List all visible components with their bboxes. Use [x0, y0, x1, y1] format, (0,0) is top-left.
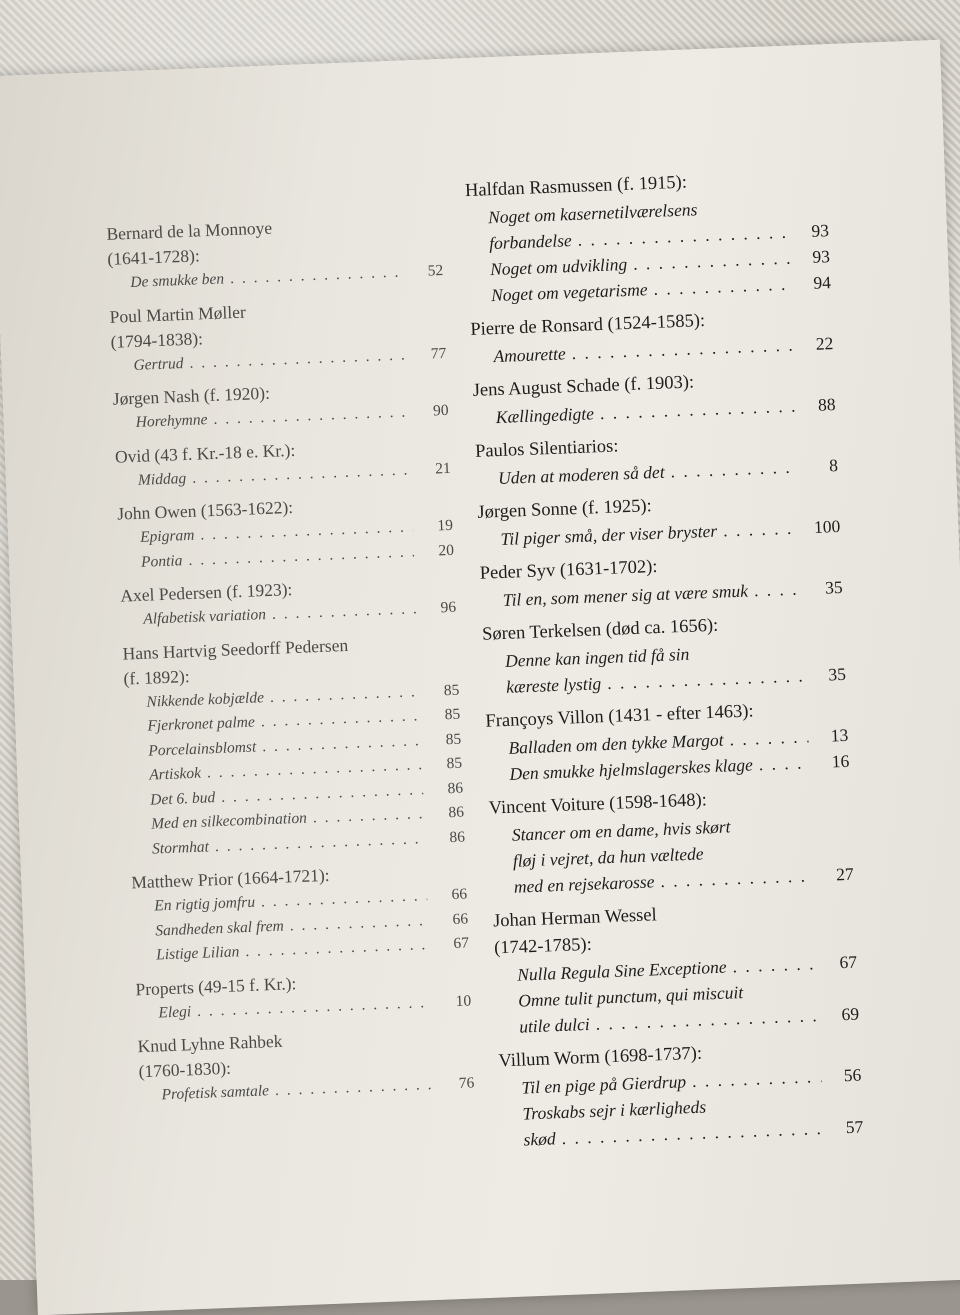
page-number: 94 [813, 272, 832, 293]
poem-title: skød [523, 1128, 556, 1150]
poem-title: En rigtig jomfru [153, 893, 256, 915]
poem-title: Det 6. bud [149, 788, 216, 809]
dot-leader [753, 575, 803, 603]
author-block [131, 858, 470, 969]
poem-title: Uden at moderen så det [497, 461, 665, 489]
page-number: 100 [813, 515, 841, 537]
author-name: Françoys Villon (1431 - efter 1463): [485, 701, 754, 732]
author-name: Properts (49-15 f. Kr.): [135, 972, 297, 999]
dot-leader [729, 723, 809, 752]
author-name: Ovid (43 f. Kr.-18 e. Kr.): [114, 439, 296, 467]
author-block [493, 895, 860, 1041]
dot-leader [653, 271, 791, 302]
poem-title-line: fløj i vejret, da hun væltede [512, 843, 704, 871]
poem-title: Listige Lilian [155, 943, 240, 964]
dot-leader [660, 862, 814, 894]
poem-title: Elegi [158, 1002, 192, 1021]
page-number: 93 [812, 246, 831, 267]
author-block [122, 628, 465, 862]
index-column-right [465, 164, 865, 1161]
page-number: 66 [451, 885, 468, 904]
poem-title: Alfabetisk variation [142, 606, 267, 628]
poem-title: forbandelse [488, 230, 573, 254]
poem-title: Til piger små, der viser bryster [500, 520, 718, 549]
author-block [488, 782, 854, 901]
author-name: Jens August Schade (f. 1903): [472, 372, 695, 401]
page-number: 86 [449, 828, 466, 846]
page-number: 85 [445, 730, 462, 748]
author-block [465, 164, 832, 309]
author-block [109, 291, 447, 378]
dot-leader [723, 514, 801, 543]
author-name: Halfdan Rasmussen (f. 1915): [464, 172, 688, 202]
page-number: 22 [815, 333, 834, 354]
poem-title: Den smukke hjelmslagerskes klage [509, 754, 754, 784]
poem-title: Noget om udvikling [489, 253, 628, 280]
author-block [112, 374, 449, 436]
author-block [117, 489, 455, 576]
page-number: 67 [453, 934, 470, 953]
page-number: 13 [830, 724, 849, 746]
author-block [485, 695, 850, 788]
author-block [135, 964, 472, 1026]
poem-title: Gertrud [133, 354, 184, 374]
dot-leader [230, 261, 404, 292]
poem-title: Amourette [493, 343, 567, 367]
page-number: 57 [845, 1116, 864, 1138]
poem-title-line: Troskabs sejr i kærligheds [522, 1096, 707, 1124]
author-name: Villum Worm (1698-1737): [498, 1043, 703, 1072]
author-name: John Owen (1563-1622): [116, 496, 294, 524]
page-number: 52 [427, 262, 444, 280]
page-number: 85 [443, 681, 460, 699]
poem-title: kæreste lystig [505, 673, 602, 697]
poem-title: Til en, som mener sig at være smuk [502, 580, 749, 610]
page-number: 27 [835, 863, 854, 885]
author-name: Johan Herman Wessel [492, 905, 658, 932]
author-block [477, 486, 841, 553]
poem-title: Noget om vegetarisme [490, 279, 648, 306]
dot-leader [275, 1073, 435, 1104]
poem-title-line: Stancer om en dame, hvis skørt [511, 816, 731, 845]
page-number: 86 [447, 779, 464, 797]
poem-title: Nulla Regula Sine Exceptione [516, 956, 727, 985]
poem-title: Sandheden skal frem [154, 917, 285, 940]
poem-title: Horehymne [135, 411, 208, 431]
page-number: 8 [828, 454, 839, 476]
poem-title-line: Denne kan ingen tid få sin [504, 643, 690, 671]
author-block [475, 425, 839, 492]
poem-title: med en rejsekarosse [513, 871, 655, 897]
poem-title: Profetisk samtale [161, 1082, 270, 1104]
book-page [0, 40, 960, 1315]
page-number: 69 [841, 1003, 860, 1025]
poem-title-line: Omne tulit punctum, qui miscuit [517, 982, 744, 1011]
author-name: Poul Martin Møller [109, 301, 247, 327]
author-name: Paulos Silentiarios: [474, 436, 619, 462]
dot-leader [732, 950, 817, 979]
page-number: 77 [430, 344, 447, 363]
page-number: 16 [831, 750, 850, 772]
poem-title: Med en silkecombination [150, 809, 308, 833]
author-name: Hans Hartvig Seedorff Pedersen [122, 634, 349, 664]
poem-title: Artiskok [148, 764, 202, 784]
poem-title: Stormhat [151, 837, 210, 858]
page-number: 35 [824, 576, 843, 598]
page-number: 67 [839, 951, 858, 973]
author-dates: (1794-1838): [110, 327, 204, 352]
page-number: 56 [843, 1064, 862, 1086]
dot-leader [670, 454, 798, 485]
poem-title: Porcelainsblomst [148, 738, 257, 760]
page-number: 86 [448, 803, 465, 822]
poem-title: Til en pige på Gierdrup [521, 1071, 687, 1098]
author-block [137, 1021, 475, 1108]
page-number: 21 [434, 459, 452, 477]
poem-title: utile dulci [518, 1013, 591, 1037]
page-number: 90 [432, 401, 449, 420]
author-name: Matthew Prior (1664-1721): [131, 864, 330, 893]
page-number: 85 [444, 705, 461, 724]
author-name: Vincent Voiture (1598-1648): [488, 790, 708, 819]
author-name: Jørgen Sonne (f. 1925): [477, 496, 653, 523]
page-number: 20 [438, 541, 455, 559]
author-block [479, 547, 843, 614]
dot-leader [758, 749, 809, 777]
poem-title: Pontia [140, 551, 183, 571]
author-name: Axel Pedersen (f. 1923): [120, 579, 293, 606]
poem-title: Middag [137, 469, 187, 489]
page-number: 19 [437, 516, 454, 535]
author-name: Pierre de Ronsard (1524-1585): [470, 310, 706, 340]
page-number: 93 [811, 220, 830, 241]
index-column-left [106, 209, 475, 1117]
page-number: 35 [828, 663, 847, 685]
poem-title: De smukke ben [130, 270, 225, 292]
page-number: 66 [452, 910, 469, 928]
poem-title-line: Noget om kasernetilværelsens [487, 199, 698, 228]
author-dates: (1760-1830): [138, 1057, 232, 1082]
author-block [120, 571, 457, 633]
page-number: 76 [458, 1074, 475, 1092]
author-name: Jørgen Nash (f. 1920): [112, 382, 271, 409]
page-number: 10 [455, 991, 472, 1010]
author-dates: (f. 1892): [123, 665, 190, 689]
author-block [470, 303, 834, 370]
author-name: Knud Lyhne Rahbek [137, 1030, 283, 1057]
poem-title: Kællingedigte [495, 403, 595, 428]
poem-title: Epigram [139, 526, 195, 546]
poem-title: Fjerkronet palme [147, 713, 256, 735]
author-block [106, 209, 444, 296]
poem-title: Balladen om den tykke Margot [508, 729, 724, 758]
author-dates: (1742-1785): [493, 934, 593, 959]
poem-title: Nikkende kobjælde [146, 688, 265, 711]
author-name: Peder Syv (1631-1702): [479, 556, 658, 584]
dot-leader [271, 597, 416, 627]
author-name: Bernard de la Monnoye [106, 217, 273, 244]
author-dates: (1641-1728): [107, 245, 201, 269]
author-block [498, 1035, 864, 1154]
author-block [472, 364, 836, 431]
page-number: 85 [446, 754, 463, 773]
dot-leader [692, 1063, 822, 1094]
page-number: 88 [817, 394, 836, 415]
author-name: Søren Terkelsen (død ca. 1656): [481, 615, 719, 645]
page-number: 96 [440, 598, 457, 617]
author-block [115, 431, 452, 493]
author-block [482, 608, 847, 701]
